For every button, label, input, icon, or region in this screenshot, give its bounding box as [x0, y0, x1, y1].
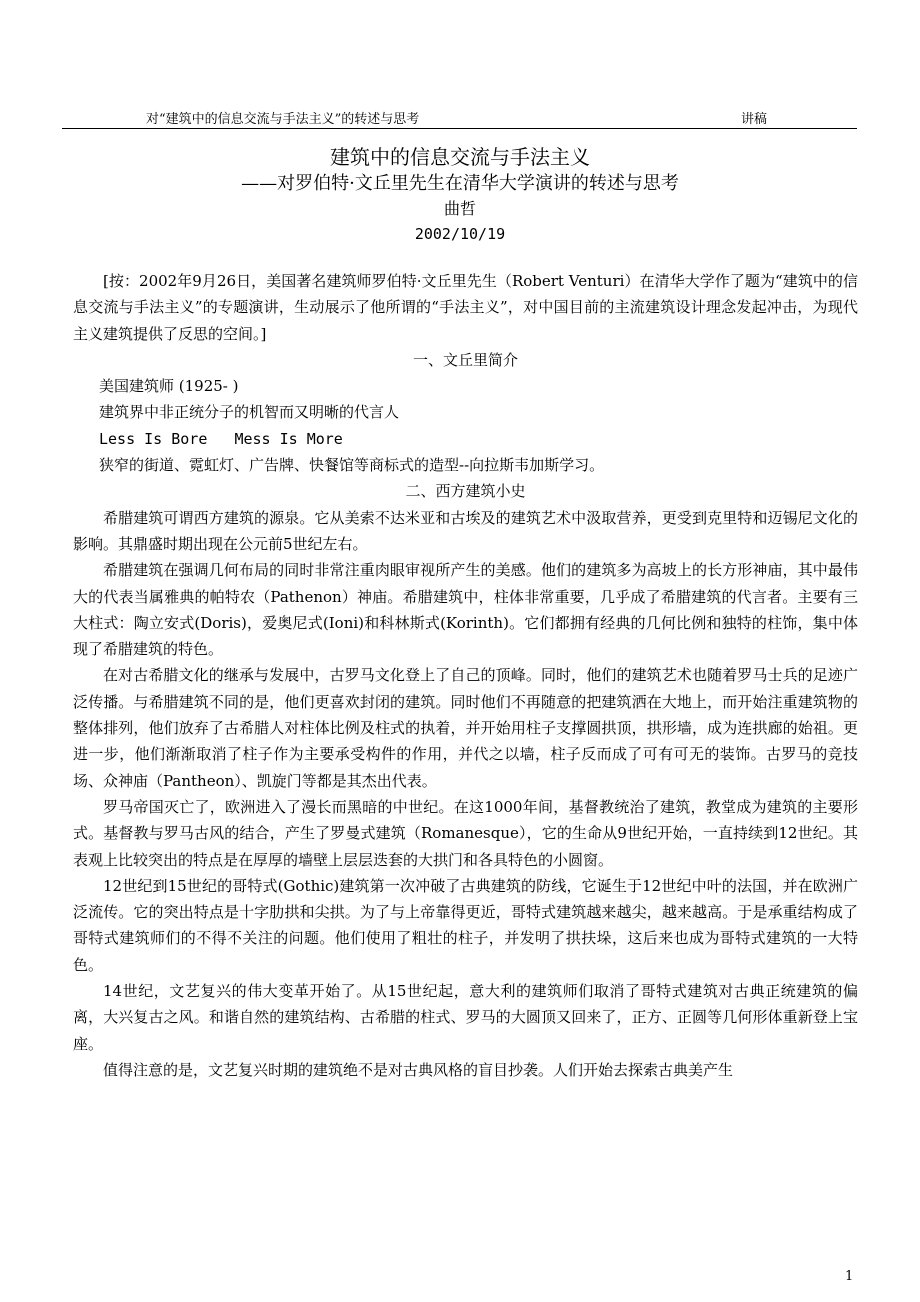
section-heading-1: 一、文丘里简介 [412, 350, 518, 369]
paragraph-renaissance-note: 值得注意的是，文艺复兴时期的建筑绝不是对古典风格的盲目抄袭。人们开始去探索古典美产生 [103, 1060, 734, 1079]
bio-line-1: 美国建筑师 (1925- ) [99, 377, 239, 396]
bio-line-2: 建筑界中非正统分子的机智而又明晰的代言人 [99, 403, 400, 422]
bio-line-4: 狭窄的街道、霓虹灯、广告牌、快餐馆等商标式的造型--向拉斯韦加斯学习。 [99, 456, 605, 475]
document-subtitle: ——对罗伯特·文丘里先生在清华大学演讲的转述与思考 [241, 173, 679, 194]
paragraph-greek: 希腊建筑可谓西方建筑的源泉。它从美索不达米亚和古埃及的建筑艺术中汲取营养，更受到克里特和迈锡尼文化的影响。其鼎盛时期出现在公元前5世纪左右。 [73, 508, 858, 553]
paragraph-greek-columns: 希腊建筑在强调几何布局的同时非常注重肉眼审视所产生的美感。他们的建筑多为高坡上的长方形神庙，其中最伟大的代表当属雅典的帕特农（Pathenon）神庙。希腊建筑中，柱体非常重要，几乎成了希腊建筑的代言者。主要有三大柱式：陶立安式(Doris)，爱奥尼式(Ioni)和科林斯式(Korinth)。它们都拥有经典的几何比例和独特的柱饰，集中体现了希腊建筑的特色。 [73, 561, 858, 659]
date: 2002/10/19 [414, 225, 506, 243]
paragraph-renaissance: 14世纪，文艺复兴的伟大变革开始了。从15世纪起，意大利的建筑师们取消了哥特式建筑对古典正统建筑的偏离，大兴复古之风。和谐自然的建筑结构、古希腊的柱式、罗马的大圆顶又回来了，正方、正圆等几何形体重新登上宝座。 [73, 982, 858, 1053]
paragraph-romanesque: 罗马帝国灭亡了，欧洲进入了漫长而黑暗的中世纪。在这1000年间，基督教统治了建筑，教堂成为建筑的主要形式。基督教与罗马古风的结合，产生了罗曼式建筑（Romanesque），它的生命从9世纪开始，一直持续到12世纪。其表观上比较突出的特点是在厚厚的墙壁上层层迭套的大拱门和各具特色的小圆窗。 [73, 797, 858, 869]
intro-paragraph: [按：2002年9月26日，美国著名建筑师罗伯特·文丘里先生（Robert Venturi）在清华大学作了题为“建筑中的信息交流与手法主义”的专题演讲，生动展示了他所谓的“手法主义”，对中国目前的主流建筑设计理念发起冲击，为现代主义建筑提供了反思的空间。] [73, 272, 858, 343]
paragraph-gothic: 12世纪到15世纪的哥特式(Gothic)建筑第一次冲破了古典建筑的防线，它诞生于12世纪中叶的法国，并在欧洲广泛流传。它的突出特点是十字肋拱和尖拱。为了与上帝靠得更近，哥特式建筑越来越尖，越来越高。于是承重结构成了哥特式建筑师们的不得不关注的问题。他们使用了粗壮的柱子，并发明了拱扶垛，这后来也成为哥特式建筑的一大特色。 [73, 876, 858, 974]
header-title: 对“建筑中的信息交流与手法主义”的转述与思考 [146, 112, 420, 127]
bio-line-3: Less Is Bore Mess Is More [99, 429, 343, 448]
document-body [73, 268, 858, 1083]
page-number: 1 [845, 1269, 854, 1284]
document-title: 建筑中的信息交流与手法主义 [330, 145, 590, 169]
header-label: 讲稿 [740, 112, 767, 127]
paragraph-roman: 在对古希腊文化的继承与发展中，古罗马文化登上了自己的顶峰。同时，他们的建筑艺术也随着罗马士兵的足迹广泛传播。与希腊建筑不同的是，他们更喜欢封闭的建筑。同时他们不再随意的把建筑洒在大地上，而开始注重建筑物的整体排列，他们放弃了古希腊人对柱体比例及柱式的执着，并开始用柱子支撑圆拱顶，拱形墙，成为连拱廊的始祖。更进一步，他们渐渐取消了柱子作为主要承受构件的作用，并代之以墙，柱子反而成了可有可无的装饰。古罗马的竞技场、众神庙（Pantheon）、凯旋门等都是其杰出代表。 [73, 666, 858, 790]
title-block [0, 143, 920, 245]
section-heading-2: 二、西方建筑小史 [405, 482, 526, 501]
author: 曲哲 [443, 199, 476, 218]
running-header [62, 104, 857, 129]
